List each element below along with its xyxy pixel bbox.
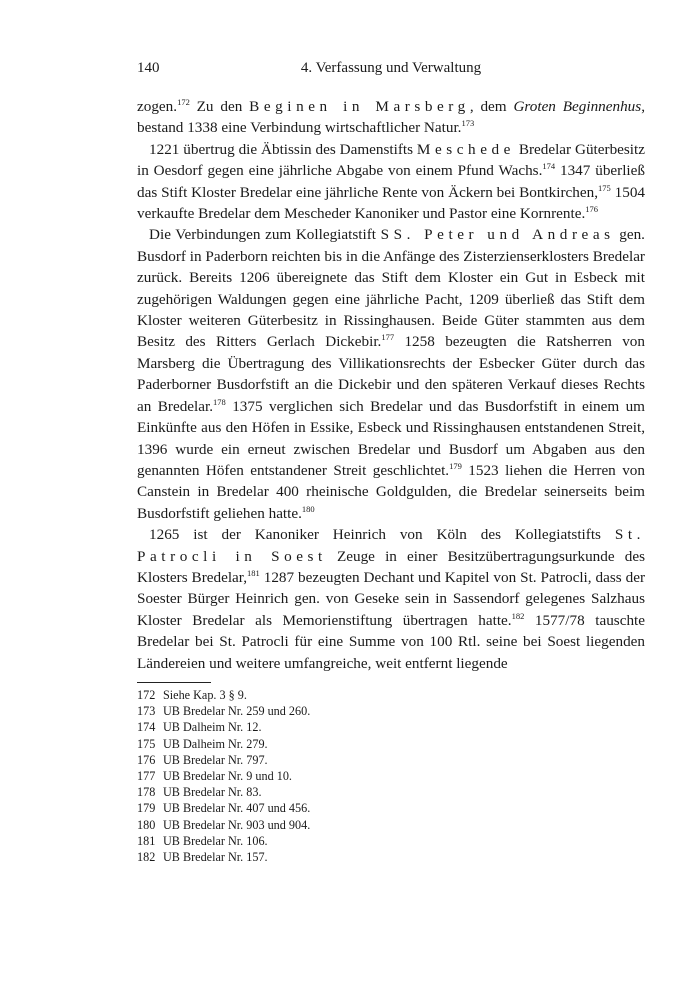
footnote-ref: 179	[449, 460, 462, 471]
spaced-name: Beginen in Marsberg	[249, 98, 470, 115]
italic-title: Groten Beginnenhus	[513, 98, 642, 115]
footnote-ref: 178	[213, 396, 226, 407]
footnote-text: UB Dalheim Nr. 12.	[163, 720, 262, 735]
footnote-ref: 173	[461, 118, 475, 129]
footnote-divider	[137, 682, 211, 683]
footnote-number: 179	[137, 801, 156, 816]
footnote-text: UB Bredelar Nr. 9 und 10.	[163, 768, 292, 783]
footnote-text: UB Bredelar Nr. 83.	[163, 785, 262, 800]
book-page	[137, 60, 645, 865]
text-run: 1265 ist der Kanoniker Heinrich von Köln des Kollegiatstifts	[149, 526, 615, 544]
footnote-text: UB Bredelar Nr. 106.	[163, 833, 268, 848]
text-run: Zu den	[189, 98, 250, 115]
footnote-number: 174	[137, 720, 156, 735]
paragraph	[137, 139, 645, 225]
text-run: gen. Busdorf in Paderborn reichten bis in die Anfänge des Zisterzienserklosters Bredelar zurück. Bereits 1206 übereignete das Stift dem Kloster ein Gut in Esbeck mit zugehörigen Waldungen gegen eine jährliche Pacht, 1209 überließ das Stift dem Kloster weiteren Güterbesitz in Rissinghausen. Beide Güter stammten aus dem Besitz des Ritters Gerlach Dickebir.	[137, 226, 645, 351]
footnote	[137, 849, 645, 865]
text-run: zogen.	[137, 98, 178, 115]
footnote-text: Siehe Kap. 3 § 9.	[163, 687, 247, 702]
footnote-ref: 175	[598, 182, 611, 193]
spaced-name: SS. Peter und Andreas	[380, 226, 615, 244]
text-run: , dem	[469, 98, 514, 115]
footnote	[137, 736, 645, 752]
footnote-number: 173	[137, 704, 156, 719]
paragraph	[137, 224, 645, 524]
spaced-name: St. Patrocli in Soest	[137, 526, 645, 565]
footnote-number: 176	[137, 752, 156, 767]
footnote	[137, 784, 645, 800]
text-run: 1523 liehen die Herren von Canstein in Bredelar 400 rheinische Goldgulden, die Bredelar seinerseits beim Busdorfstift geliehen hatte.	[137, 461, 645, 522]
text-run: Bredelar Güterbesitz in Oesdorf gegen eine jährliche Abgabe von einem Pfund Wachs.	[137, 140, 645, 180]
text-run: 1375 verglichen sich Bredelar und das Busdorfstift in einem um Einkünfte aus den Höfen in Essike, Esbeck und Rissinghausen entstandenen Streit, 1396 wurde ein erneut zwischen Bredelar und Busdorf um Abgaben aus den genannten Höfen entstandener Streit geschlichtet.	[137, 397, 645, 479]
footnote-number: 172	[137, 687, 156, 702]
footnote-ref: 174	[542, 161, 556, 172]
footnote-number: 180	[137, 817, 156, 832]
text-run: Die Verbindungen zum Kollegiatstift	[149, 226, 381, 244]
footnote	[137, 687, 645, 703]
spaced-name: Meschede	[416, 140, 515, 158]
footnote-ref: 181	[247, 567, 260, 578]
text-run: , bestand 1338 eine Verbindung wirtschaftlicher Natur.	[137, 98, 645, 137]
footnote-text: UB Dalheim Nr. 279.	[163, 736, 268, 751]
footnote-ref: 177	[381, 332, 395, 343]
footnote	[137, 752, 645, 768]
footnote-text: UB Bredelar Nr. 157.	[163, 850, 268, 864]
footnote	[137, 768, 645, 784]
footnote-number: 181	[137, 833, 156, 848]
footnote-ref: 172	[177, 97, 190, 107]
footnote-number: 177	[137, 768, 156, 783]
footnote-text: UB Bredelar Nr. 259 und 260.	[163, 704, 311, 719]
text-run: 1577/78 tauschte Bredelar bei St. Patrocli für eine Summe von 100 Rtl. seine bei Soest liegenden Ländereien und weitere umfangreiche, weit entfernt liegende	[137, 611, 646, 672]
text-run: 1258 bezeugten die Ratsherren von Marsberg die Übertragung des Villikationsrechts der Esbecker Güter durch das Paderborner Busdorfstift an die Dickebir und den späteren Verkauf dieses Rechts an Bredelar.	[137, 333, 645, 415]
paragraph	[137, 96, 645, 139]
text-run: Zeuge in einer Besitzübertragungsurkunde des Klosters Bredelar,	[137, 547, 645, 586]
running-head: 4. Verfassung und Verwaltung	[300, 60, 482, 76]
footnote-text: UB Bredelar Nr. 797.	[163, 752, 268, 767]
page-header	[137, 60, 645, 86]
footnote	[137, 800, 645, 816]
footnote	[137, 817, 645, 833]
footnote-text: UB Bredelar Nr. 903 und 904.	[163, 817, 311, 832]
footnote	[137, 833, 645, 849]
footnote-ref: 176	[585, 204, 599, 215]
text-run: 1347 überließ das Stift Kloster Bredelar eine jährliche Rente von Äckern bei Bontkirchen,	[137, 162, 645, 201]
page-number: 140	[137, 60, 160, 76]
text-run: 1287 bezeugten Dechant und Kapitel von St. Patrocli, dass der Soester Bürger Heinrich gen. von Geseke sein in Sassendorf gelegenes Salzhaus Kloster Bredelar als Memorienstiftung übertragen hatte.	[137, 568, 645, 629]
footnote-number: 182	[137, 850, 156, 864]
footnote-text: UB Bredelar Nr. 407 und 456.	[163, 801, 311, 816]
text-run: 1504 verkaufte Bredelar dem Mescheder Kanoniker und Pastor eine Kornrente.	[137, 183, 646, 223]
footnote-number: 175	[137, 736, 156, 751]
footnote-number: 178	[137, 785, 156, 800]
footnote	[137, 719, 645, 735]
footnote-ref: 180	[301, 503, 315, 514]
footnote	[137, 703, 645, 719]
footnote-ref: 182	[511, 610, 525, 621]
footnotes	[137, 687, 645, 865]
paragraph	[137, 524, 645, 674]
body-text	[137, 96, 645, 674]
text-run: 1221 übertrug die Äbtissin des Damenstifts	[149, 140, 417, 158]
